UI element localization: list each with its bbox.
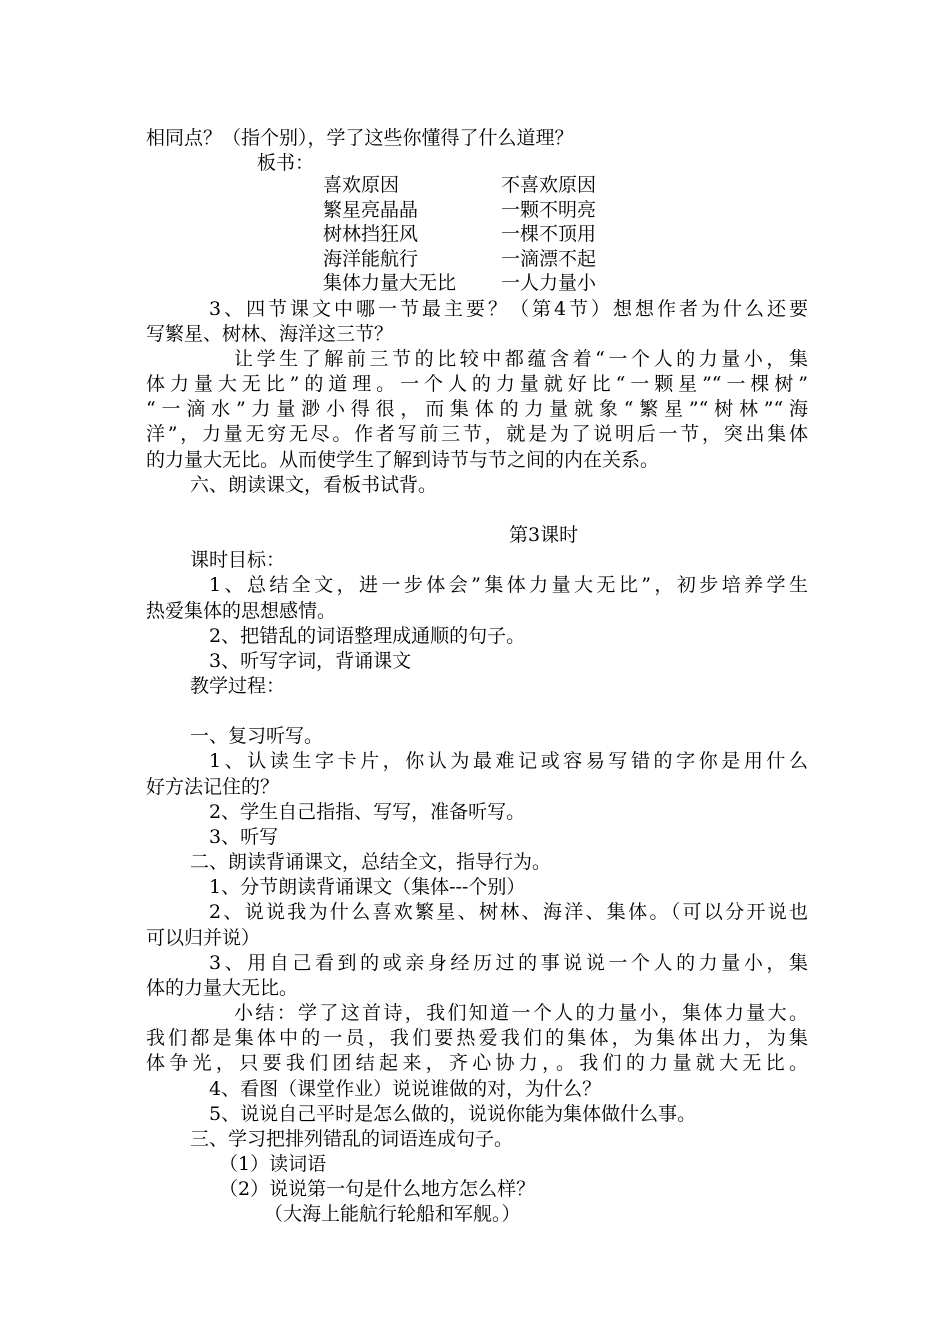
paragraph-line: 热爱集体的思想感情。: [146, 600, 337, 622]
paragraph-line: 洋”，力量无穷无尽。作者写前三节，就是为了说明后一节，突出集体: [146, 423, 808, 445]
paragraph-line: 2、学生自己指指、写写，准备听写。: [209, 801, 526, 823]
board-cell-left: 海洋能航行: [323, 247, 419, 270]
board-cell-left: 繁星亮晶晶: [323, 198, 419, 221]
board-cell-left: 集体力量大无比: [323, 272, 457, 295]
paragraph-line: 写繁星、树林、海洋这三节？: [146, 323, 394, 345]
paragraph-line: 小结：学了这首诗，我们知道一个人的力量小，集体力量大。: [234, 1002, 808, 1024]
board-cell-right: 不喜欢原因: [501, 174, 597, 196]
board-cell-left: 树林挡狂风: [323, 223, 419, 246]
paragraph-line: 相同点？（指个别），学了这些你懂得了什么道理？: [146, 127, 574, 149]
paragraph-line: 让学生了解前三节的比较中都蕴含着“一个人的力量小，集: [234, 348, 808, 370]
board-cell-right: 一棵不顶用: [501, 223, 597, 246]
section-heading: 六、朗读课文，看板书试背。: [190, 474, 438, 496]
paragraph-line: （1）读词语: [219, 1153, 327, 1175]
paragraph-line: 3、四节课文中哪一节最主要？（第4节）想想作者为什么还要: [209, 298, 808, 320]
paragraph-line: 3、用自己看到的或亲身经历过的事说说一个人的力量小，集: [209, 952, 808, 974]
board-cell-right: 一滴漂不起: [501, 247, 597, 270]
section-heading: 教学过程：: [190, 675, 286, 697]
section-heading: 二、朗读背诵课文，总结全文，指导行为。: [190, 851, 552, 873]
paragraph-line: 体的力量大无比。: [146, 977, 299, 999]
paragraph-line: 5、说说自己平时是怎么做的，说说你能为集体做什么事。: [209, 1103, 697, 1125]
paragraph-line: 1、总结全文，进一步体会”集体力量大无比”，初步培养学生: [209, 574, 808, 596]
paragraph-line: “一滴水”力量渺小得很，而集体的力量就象“繁星”“树林”“海: [146, 398, 808, 420]
lesson-title: 第3课时: [509, 524, 579, 546]
section-heading: 三、学习把排列错乱的词语连成句子。: [190, 1128, 514, 1150]
paragraph-line: 可以归并说）: [146, 927, 261, 949]
board-heading: 板书：: [257, 152, 315, 174]
paragraph-line: 1、认读生字卡片，你认为最难记或容易写错的字你是用什么: [209, 750, 808, 772]
paragraph-line: 体力量大无比”的道理。一个人的力量就好比“一颗星”“一棵树”: [146, 373, 808, 395]
paragraph-line: 的力量大无比。从而使学生了解到诗节与节之间的内在关系。: [146, 449, 660, 471]
paragraph-line: 3、听写字词，背诵课文: [209, 650, 412, 672]
paragraph-line: 2、说说我为什么喜欢繁星、树林、海洋、集体。（可以分开说也: [209, 901, 808, 923]
paragraph-line: 2、把错乱的词语整理成通顺的句子。: [209, 625, 526, 647]
paragraph-line: 3、听写: [209, 826, 279, 848]
paragraph-line: 体争光，只要我们团结起来，齐心协力，。我们的力量就大无比。: [146, 1052, 808, 1074]
board-cell-right: 一颗不明亮: [501, 198, 597, 221]
board-cell-right: 一人力量小: [501, 272, 597, 295]
paragraph-line: （大海上能航行轮船和军舰。）: [264, 1203, 521, 1225]
section-heading: 课时目标：: [190, 549, 286, 571]
paragraph-line: （2）说说第一句是什么地方怎么样？: [219, 1178, 536, 1200]
board-cell-left: 喜欢原因: [323, 174, 400, 196]
paragraph-line: 我们都是集体中的一员，我们要热爱我们的集体，为集体出力，为集: [146, 1027, 808, 1049]
paragraph-line: 好方法记住的？: [146, 776, 280, 798]
paragraph-line: 4、看图（课堂作业）说说谁做的对，为什么？: [209, 1078, 602, 1100]
section-heading: 一、复习听写。: [190, 725, 324, 747]
paragraph-line: 1、分节朗读背诵课文（集体---个别）: [209, 876, 526, 898]
